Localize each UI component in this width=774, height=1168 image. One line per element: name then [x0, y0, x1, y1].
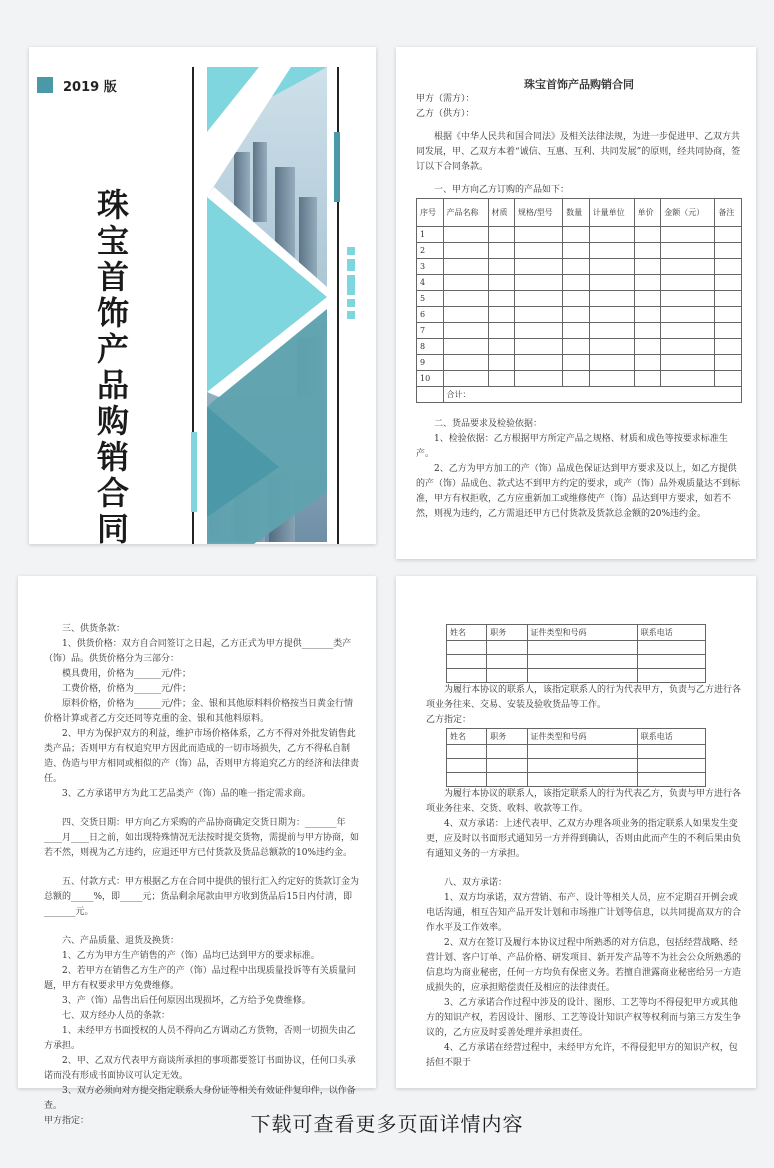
row-number: 6 — [417, 307, 444, 323]
table-row — [417, 339, 742, 355]
col-header: 备注 — [715, 199, 742, 227]
table-row — [447, 655, 706, 669]
accent-bar-right-2 — [347, 247, 355, 255]
page-1-content — [416, 77, 742, 522]
intro-paragraph: 根据《中华人民共和国合同法》及相关法律法规，为进一步促进甲、乙双方共同发展，甲、乙双方本着“诚信、互惠、互利、共同发展”的原则，经共同协商，签订以下合同条款。 — [416, 132, 741, 172]
clause-6-2: 2、若甲方在销售乙方生产的产（饰）品过程中出现质量投诉等有关质量问题，甲方有权要求甲方免费维修。 — [44, 966, 356, 991]
table-row — [417, 259, 742, 275]
contact-header — [447, 625, 706, 641]
table-row — [417, 371, 742, 387]
row-number: 4 — [417, 275, 444, 291]
designate-b: 乙方指定： — [426, 715, 472, 725]
material-fee: 原料价格，价格为______元/件；金、银和其他原料料价格按当日黄金行情价格计算或者乙方交还同等克重的金、银和其他料原料。 — [44, 699, 354, 724]
col-header: 序号 — [417, 199, 444, 227]
col-header: 计量单位 — [589, 199, 634, 227]
col-header: 规格/型号 — [515, 199, 563, 227]
section-2-heading: 二、货品要求及检验依据： — [434, 419, 543, 429]
contract-page-3 — [396, 576, 756, 1088]
rep-b-paragraph: 为履行本协议的联系人，该指定联系人的行为代表乙方，负责与甲方进行各项业务往来、交货、收料、收款等工作。 — [426, 789, 742, 814]
contact-table-b — [446, 728, 706, 787]
col-header: 姓名 — [447, 625, 487, 641]
col-header: 证件类型和号码 — [527, 625, 637, 641]
page-2-content — [44, 622, 360, 1129]
row-number: 3 — [417, 259, 444, 275]
clause-6-3: 3、产（饰）品售出后任何原因出现损坏，乙方给予免费维修。 — [62, 996, 311, 1006]
col-header: 数量 — [563, 199, 590, 227]
table-row — [447, 773, 706, 787]
col-header: 材质 — [488, 199, 515, 227]
clause-7-1: 1、未经甲方书面授权的人员不得向乙方调动乙方货物，否则一切损失由乙方承担。 — [44, 1026, 356, 1051]
accent-bar-right — [334, 132, 340, 202]
section-5: 五、付款方式：甲方根据乙方在合同中提供的银行汇入约定好的货款订金为总额的_____%，即_____元；货品剩余尾款由甲方收到货品后15日内付清，即_______元。 — [44, 877, 360, 917]
row-number: 2 — [417, 243, 444, 259]
row-number: 5 — [417, 291, 444, 307]
table-row — [417, 355, 742, 371]
rep-a-paragraph: 为履行本协议的联系人，该指定联系人的行为代表甲方，负责与乙方进行各项业务往来、交易、安装及验收货品等工作。 — [426, 685, 742, 710]
page-3-content — [426, 624, 742, 1071]
accent-bar-right-3 — [347, 259, 355, 271]
accent-bar-right-6 — [347, 311, 355, 319]
section-8-heading: 八、双方承诺： — [444, 878, 508, 888]
col-header: 职务 — [487, 729, 527, 745]
contact-table-a — [446, 624, 706, 683]
col-header: 金额（元） — [661, 199, 715, 227]
section-7-heading: 七、双方经办人员的条款： — [62, 1011, 171, 1021]
accent-bar-right-4 — [347, 275, 355, 295]
col-header: 联系电话 — [637, 729, 705, 745]
accent-bar-left — [191, 432, 197, 512]
table-row — [447, 759, 706, 773]
col-header: 单价 — [634, 199, 661, 227]
clause-8-1: 1、双方均承诺，双方营销、布产、设计等相关人员，应不定期召开例会或电话沟通，相互告知产品开发计划和市场推广计划等信息，以共同提高双方的合作水平及工作效率。 — [426, 893, 742, 933]
clause-3-2: 2、甲方为保护双方的利益，维护市场价格体系，乙方不得对外批发销售此类产品；否则甲方有权追究甲方因此而造成的一切市场损失，乙方不得私自制造、伪造与甲方相同或相似的产（饰）品，否则甲方将追究乙方的经济和法律责任。 — [44, 729, 360, 784]
doc-title: 珠宝首饰产品购销合同 — [524, 78, 634, 91]
row-number: 7 — [417, 323, 444, 339]
labor-fee: 工费价格，价格为______元/件； — [62, 684, 192, 694]
section-3-heading: 三、供货条款： — [62, 624, 126, 634]
year-square-icon — [37, 77, 53, 93]
product-table — [416, 198, 742, 403]
clause-7-3: 3、双方必须向对方提交指定联系人身份证等相关有效证件复印件，以作备查。 — [44, 1086, 356, 1111]
table-row — [417, 323, 742, 339]
section-6-heading: 六、产品质量、退货及换货： — [62, 936, 180, 946]
clause-3-1: 1、供货价格：双方自合同签订之日起，乙方正式为甲方提供_______类产（饰）品。供货价格分为三部分： — [44, 639, 352, 664]
clause-7-4: 4、双方承诺：上述代表甲、乙双方办理各项业务的指定联系人如果发生变更，应及时以书面形式通知另一方并得到确认，否则由此而产生的不利后果由负有通知义务的一方承担。 — [426, 819, 742, 859]
col-header: 联系电话 — [637, 625, 705, 641]
table-row — [447, 745, 706, 759]
row-number: 1 — [417, 227, 444, 243]
total-row — [417, 387, 742, 403]
mold-fee: 模具费用，价格为______元/件； — [62, 669, 192, 679]
clause-8-4: 4、乙方承诺在经营过程中，未经甲方允许，不得侵犯甲方的知识产权，包括但不限于 — [426, 1043, 738, 1068]
clause-3-3: 3、乙方承诺甲方为此工艺品类产（饰）品的唯一指定需求商。 — [62, 789, 311, 799]
row-number: 8 — [417, 339, 444, 355]
table-row — [417, 227, 742, 243]
accent-bar-right-5 — [347, 299, 355, 307]
clause-8-2: 2、双方在签订及履行本协议过程中所熟悉的对方信息，包括经营战略、经营计划、客户订单、产品价格、研发项目、新开发产品等不为社会公众所熟悉的信息均为商业秘密，任何一方均负有保密义务。若擅自泄露商业秘密给另一方造成损失的，应承担赔偿责任及相应的法律责任。 — [426, 938, 742, 993]
cover-title: 珠宝首饰产品购销合同 — [96, 186, 129, 548]
row-number: 9 — [417, 355, 444, 371]
party-a: 甲方（需方）： — [416, 94, 475, 104]
clause-7-2: 2、甲、乙双方代表甲方商谈所承担的事项都要签订书面协议，任何口头承诺而没有形成书面协议可认定无效。 — [44, 1056, 356, 1081]
clause-2-2: 2、乙方为甲方加工的产（饰）品成色保证达到甲方要求及以上，如乙方提供的产（饰）品成色、款式达不到甲方约定的要求，或产（饰）品外观质量达不到标准，甲方有权拒收，乙方应重新加工或维修使产（饰）品达到甲方要求，如若不然，则视为违约，乙方需退还甲方已付货款及货款总金额的20%违约金。 — [416, 464, 741, 519]
col-header: 产品名称 — [443, 199, 488, 227]
table-row — [417, 243, 742, 259]
col-header: 姓名 — [447, 729, 487, 745]
clause-8-3: 3、乙方承诺合作过程中涉及的设计、图形、工艺等均不得侵犯甲方或其他方的知识产权，若因设计、图形、工艺等设计知识产权等权利而与第三方发生争议的，乙方应及时妥善处理并承担责任。 — [426, 998, 742, 1038]
table-row — [417, 275, 742, 291]
cover-artwork — [29, 47, 376, 544]
product-table-header — [417, 199, 742, 227]
row-number: 10 — [417, 371, 444, 387]
col-header: 职务 — [487, 625, 527, 641]
contract-page-1 — [396, 47, 756, 559]
table-row — [447, 641, 706, 655]
table-row — [447, 669, 706, 683]
section-1-heading: 一、甲方向乙方订购的产品如下： — [434, 185, 570, 195]
cover-page — [29, 47, 376, 548]
party-b: 乙方（供方）： — [416, 109, 475, 119]
table-row — [417, 307, 742, 323]
clause-2-1: 1、检验依据：乙方根据甲方所定产品之规格、材质和成色等按要求标准生产。 — [416, 434, 728, 459]
total-label: 合计： — [443, 387, 741, 403]
clause-6-1: 1、乙方为甲方生产销售的产（饰）品均已达到甲方的要求标准。 — [62, 951, 320, 961]
table-row — [417, 291, 742, 307]
section-4: 四、交货日期：甲方向乙方采购的产品协商确定交货日期为：_______年____月____日之前，如出现特殊情况无法按时提交货物，需提前与甲方协商，如若不然，则视为乙方违约，应退还甲方已付货款及货品总额款的10%违约金。 — [44, 818, 360, 858]
col-header: 证件类型和号码 — [527, 729, 637, 745]
download-more-caption: 下载可查看更多页面详情内容 — [250, 1112, 524, 1136]
cover-year-label: 2019 版 — [63, 80, 117, 95]
contract-page-2 — [18, 576, 376, 1126]
contact-header — [447, 729, 706, 745]
designate-a: 甲方指定： — [44, 1116, 90, 1126]
